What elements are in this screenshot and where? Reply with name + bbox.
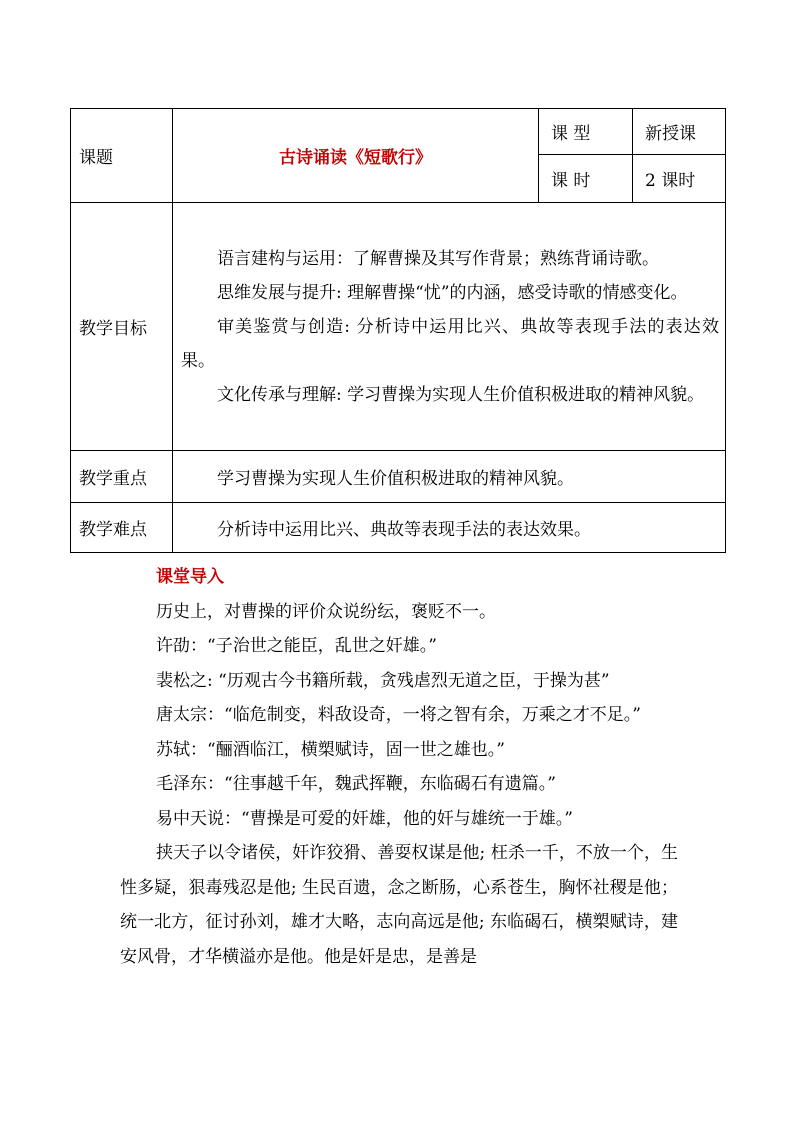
lesson-plan-table [70, 108, 726, 553]
lesson-title: 古诗诵读《短歌行》 [173, 109, 539, 203]
lesson-type-value: 新授课 [633, 109, 726, 155]
goal-item: 文化传承与理解: 学习曹操为实现人生价值积极进取的精神风貌。 [217, 384, 705, 405]
intro-paragraph: 挟天子以令诸侯，奸诈狡猾、善耍权谋是他; 枉杀一千，不放一个，生性多疑，狠毒残忍是他; 生民百遗，念之断肠，心系苍生，胸怀社稷是他；统一北方，征讨孙刘，雄才大略，志向高远是他; 东临碣石，横槊赋诗，建安风骨，才华横溢亦是他。他是奸是忠，是善是 [120, 843, 678, 967]
goal-item: 语言建构与运用：了解曹操及其写作背景；熟练背诵诗歌。 [217, 248, 659, 269]
intro-paragraph: 历史上，对曹操的评价众说纷纭，褒贬不一。 [156, 601, 496, 622]
quote-yi-zhongtian: 易中天说：“曹操是可爱的奸雄，他的奸与雄统一于雄。” [156, 808, 573, 829]
lesson-type-label: 课 型 [539, 109, 633, 155]
quote-mao-zedong: 毛泽东：“往事越千年，魏武挥鞭，东临碣石有遗篇。” [156, 774, 556, 794]
quote-su-shi: 苏轼：“酾酒临江，横槊赋诗，固一世之雄也。” [156, 739, 505, 760]
quote-tang-taizong: 唐太宗：“临危制变，料敌设奇，一将之智有余，万乘之才不足。” [156, 705, 641, 725]
lesson-hours-value: 2 课时 [633, 155, 726, 203]
quote-pei-songzhi: 裴松之: “历观古今书籍所载，贪残虐烈无道之臣，于操为甚” [156, 670, 610, 691]
intro-section [120, 560, 678, 974]
lesson-hours-label: 课 时 [539, 155, 633, 203]
quote-xu-shao: 许劭：“子治世之能臣，乱世之奸雄。” [156, 636, 437, 656]
goal-item: 思维发展与提升: 理解曹操“忧”的内涵，感受诗歌的情感变化。 [217, 282, 688, 303]
key-point-label: 教学重点 [71, 451, 173, 503]
difficulty-value: 分析诗中运用比兴、典故等表现手法的表达效果。 [173, 503, 726, 553]
key-point-value: 学习曹操为实现人生价值积极进取的精神风貌。 [173, 451, 726, 503]
topic-label: 课题 [71, 109, 173, 203]
intro-heading: 课堂导入 [156, 567, 224, 587]
goals-label: 教学目标 [71, 203, 173, 451]
difficulty-label: 教学难点 [71, 503, 173, 553]
goal-item: 审美鉴赏与创造: 分析诗中运用比兴、典故等表现手法的表达效果。 [181, 316, 719, 371]
goals-list [173, 203, 726, 451]
